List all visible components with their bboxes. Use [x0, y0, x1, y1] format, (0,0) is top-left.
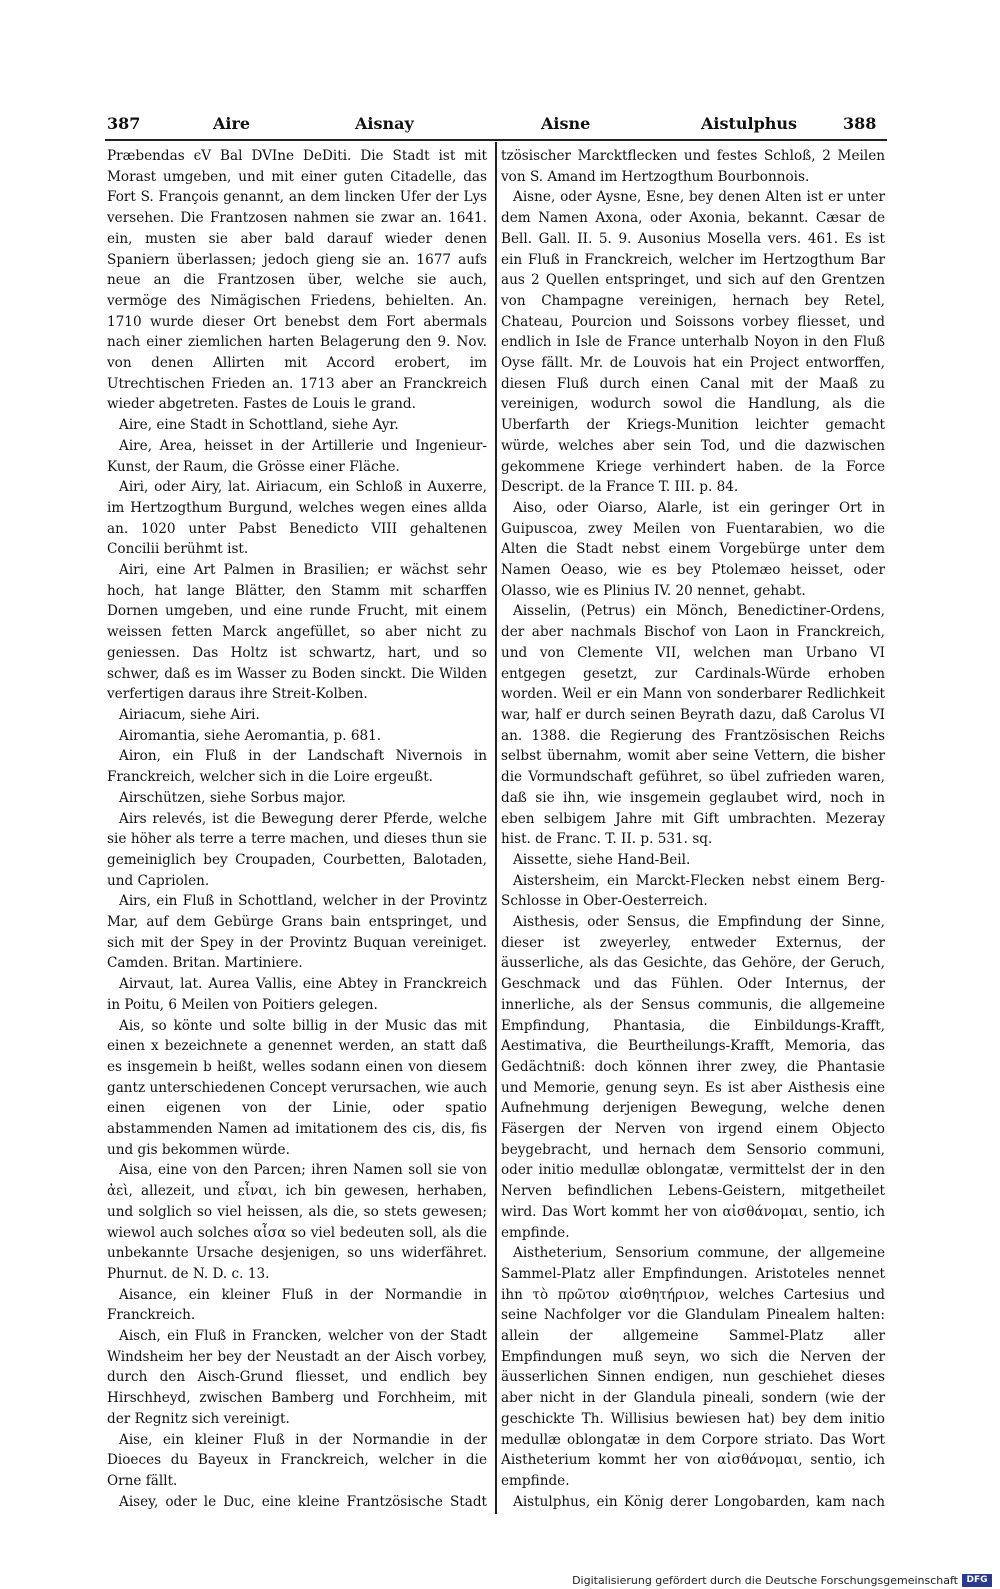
entry-paragraph: Aire, eine Stadt in Schottland, siehe Ayr.: [119, 417, 399, 434]
entry-paragraph: Aisselin, (Petrus) ein Mönch, Benedictiner-Ordens, der aber nachmals Bischof von Laon in Franckreich, und von Clemente VII, welchen man Urbano VI entgegen gesetzt, zur Cardinals-Würde erhoben worden. Weil er ein Mann von sonderbarer Redlichkeit war, half er durch seinen Beyrath dazu, daß Carolus VI an. 1388. die Regierung des Frantzösischen Reichs selbst übernahm, womit aber seine Vettern, die bisher die Vormundschaft geführet, so übel zufrieden waren, daß sie ihn, wie insgemein geglaubet wird, noch in eben selbigem Jahre mit Gift umbrachten. Mezeray hist. de Franc. T. II. p. 531. sq.: [501, 603, 885, 848]
entry-paragraph: Airomantia, siehe Aeromantia, p. 681.: [119, 727, 382, 744]
entry-paragraph: Aistulphus, ein König derer Longobarden, kam nach: [513, 1493, 885, 1510]
entry-paragraph: Airon, ein Fluß in der Landschaft Nivernois in Franckreich, welcher sich in die Loire ergeußt.: [107, 748, 487, 786]
entry-paragraph: Ais, so könte und solte billig in der Music das mit einen x bezeichnete a genennet werden, an statt daß es insgemein b heißt, welles sodann einen von diesem gantz unterschiedenen Concept verursachen, wie auch einen eigenen von der Linie, oder spatio abstammenden Namen ad imitationem des cis, dis, fis und gis bekommen würde.: [107, 1017, 487, 1158]
funding-footer: [572, 1573, 992, 1587]
entry-paragraph: Præbendas ϵV Bal DVIne DeDiti. Die Stadt ist mit Morast umgeben, und mit einer guten Citadelle, das Fort S. François genannt, an dem lincken Ufer der Lys versehen. Die Frantzosen nahmen sie zwar an. 1641. ein, musten sie aber bald darauf wieder denen Spaniern überlassen; jedoch gieng sie an. 1677 aufs neue an die Frantzosen über, welche sie auch, vermöge des Nimägischen Friedens, behielten. An. 1710 wurde dieser Ort benebst dem Fort abermals nach einer ziemlichen harten Belagerung den 9. Nov. von denen Allirten mit Accord erobert, im Utrechtischen Frieden an. 1713 aber an Franckreich wieder abgetreten. Fastes de Louis le grand.: [107, 148, 487, 413]
entry-paragraph: Aisch, ein Fluß in Francken, welcher von der Stadt Windsheim her bey der Neustadt an der Aisch vorbey, durch den Aisch-Grund fliesset, und endlich bey Hirschheyd, zwischen Bamberg und Forchheim, mit der Regnitz sich vereinigt.: [107, 1328, 487, 1427]
entry-paragraph: Airiacum, siehe Airi.: [119, 706, 260, 723]
entry-paragraph: Aire, Area, heisset in der Artillerie und Ingenieur-Kunst, der Raum, die Grösse einer Fläche.: [107, 437, 487, 475]
dfg-logo-icon: DFG: [962, 1574, 992, 1587]
entry-paragraph: Aisance, ein kleiner Fluß in der Normandie in Franckreich.: [107, 1286, 487, 1324]
entry-paragraph: Airs relevés, ist die Bewegung derer Pferde, welche sie höher als terre a terre machen, und dieses thun sie gemeiniglich bey Croupaden, Courbetten, Balotaden, und Capriolen.: [107, 810, 487, 889]
entry-paragraph: Airschützen, siehe Sorbus major.: [119, 789, 346, 806]
entry-paragraph: Aise, ein kleiner Fluß in der Normandie in der Dioeces du Bayeux in Franckreich, welcher in die Orne fällt.: [107, 1431, 487, 1489]
entry-paragraph: Aistheterium, Sensorium commune, der allgemeine Sammel-Platz aller Empfindungen. Aristoteles nennet ihn τὸ πρῶτον αἰσθητήριον, welches Cartesius und seine Nachfolger vor die Glandulam Pinealem halten: allein der allgemeine Sammel-Platz aller Empfindungen muß seyn, wo sich die Nerven der äusserlichen Sinnen endigen, nun geschiehet dieses aber nicht in der Glandula pineali, sondern (wie der geschickte Th. Willisius bewiesen hat) bey dem initio medullæ oblongatæ in dem Corpore striato. Das Wort Aistheterium kommt her von αἰσθάνομαι, sentio, ich empfinde.: [501, 1245, 885, 1489]
footer-text: Digitalisierung gefördert durch die Deutsche Forschungsgemeinschaft: [572, 1573, 958, 1587]
right-keyword-2: Aistulphus: [701, 114, 798, 133]
entry-paragraph: Aissette, siehe Hand-Beil.: [513, 851, 691, 868]
header-rule: [105, 139, 887, 141]
right-page-number: 388: [843, 114, 877, 133]
entry-paragraph: Airs, ein Fluß in Schottland, welcher in der Provintz Mar, auf dem Gebürge Grans bain entspringet, und sich mit der Spey in der Provintz Buquan vereiniget. Camden. Britan. Martiniere.: [107, 893, 487, 972]
entry-paragraph: Airi, oder Airy, lat. Airiacum, ein Schloß in Auxerre, im Hertzogthum Burgund, welches wegen eines allda an. 1020 unter Pabst Benedicto VIII gehaltenen Concilii berühmt ist.: [107, 479, 487, 558]
left-column: [107, 146, 487, 1512]
left-keyword-2: Aisnay: [355, 114, 414, 133]
entry-paragraph: Aiso, oder Oiarso, Alarle, ist ein geringer Ort in Guipuscoa, zwey Meilen von Fuentarabien, wo die Alten die Stadt nebst einem Vorgebürge unter dem Namen Oeaso, wie es bey Ptolemæo heisset, oder Olasso, wie es Plinius IV. 20 nennet, gehabt.: [501, 499, 885, 599]
column-rule: [495, 142, 497, 1514]
entry-paragraph: Aisthesis, oder Sensus, die Empfindung der Sinne, dieser ist zweyerley, entweder Externus, der äusserliche, als das Gesichte, das Gehöre, der Geruch, Geschmack und das Fühlen. Oder Internus, der innerliche, als der Sensus communis, die allgemeine Empfindung, Phantasia, die Einbildungs-Krafft, Aestimativa, die Beurtheilungs-Krafft, Memoria, das Gedächtniß: doch können ihrer zwey, die Phantasie und Memorie, genung seyn. Es ist aber Aisthesis eine Aufnehmung derjenigen Bewegung, welche denen Fäsergen der Nerven von irgend einem Objecto beygebracht, und hernach dem Sensorio communi, oder initio medullæ oblongatæ, vermittelst der in den Nerven befindlichen Lebens-Geistern, mitgetheilet wird. Das Wort kommt her von αἰσθάνομαι, sentio, ich empfinde.: [501, 914, 885, 1241]
entry-paragraph: Aisey, oder le Duc, eine kleine Frantzösische Stadt: [119, 1493, 487, 1510]
entry-paragraph: tzösischer Marcktflecken und festes Schloß, 2 Meilen von S. Amand im Hertzogthum Bourbonnois.: [501, 148, 885, 185]
entry-paragraph: Airvaut, lat. Aurea Vallis, eine Abtey in Franckreich in Poitu, 6 Meilen von Poitiers gelegen.: [107, 976, 487, 1013]
entry-paragraph: Aisne, oder Aysne, Esne, bey denen Alten ist er unter dem Namen Axona, oder Axonia, bekannt. Cæsar de Bell. Gall. II. 5. 9. Ausonius Mosella vers. 461. Es ist ein Fluß in Franckreich, welcher im Hertzogthum Bar aus 2 Quellen entspringet, und sich auf den Grentzen von Champagne vereinigen, hernach bey Retel, Chateau, Pourcion und Soissons vorbey fliesset, und endlich in Isle de France unterhalb Noyon in den Fluß Oyse fällt. Mr. de Louvois hat ein Project entworffen, diesen Fluß durch einen Canal mit der Maaß zu vereinigen, wodurch sowol die Handlung, als die Uberfarth der Kriegs-Munition leichter gemacht würde, welches aber sein Tod, und die dazwischen gekommene Kriege verhindert haben. de la Force Descript. de la France T. III. p. 84.: [501, 189, 885, 496]
page-header: [105, 112, 887, 140]
entry-paragraph: Aisa, eine von den Parcen; ihren Namen soll sie von ἀεὶ, allezeit, und εἶναι, ich bin gewesen, herhaben, und solglich so viel heissen, als die, so stets gewesen; wiewol auch solches αἶσα so viel bedeuten soll, als die unbekannte Ursache desjenigen, so uns widerfähret. Phurnut. de N. D. c. 13.: [107, 1162, 487, 1282]
right-keyword-1: Aisne: [541, 114, 591, 133]
entry-paragraph: Airi, eine Art Palmen in Brasilien; er wächst sehr hoch, hat lange Blätter, den Stamm mit scharffen Dornen umgeben, und eine runde Frucht, mit einem weissen fetten Marck angefüllet, so aber nicht zu geniessen. Das Holtz ist schwartz, hart, und so schwer, daß es im Wasser zu Boden sinckt. Die Wilden verfertigen daraus ihre Streit-Kolben.: [107, 562, 487, 703]
entry-paragraph: Aistersheim, ein Marckt-Flecken nebst einem Berg-Schlosse in Ober-Oesterreich.: [501, 872, 885, 910]
scanned-page: [105, 112, 887, 1514]
right-column: [501, 146, 885, 1512]
left-keyword-1: Aire: [213, 114, 251, 133]
left-page-number: 387: [107, 114, 141, 133]
